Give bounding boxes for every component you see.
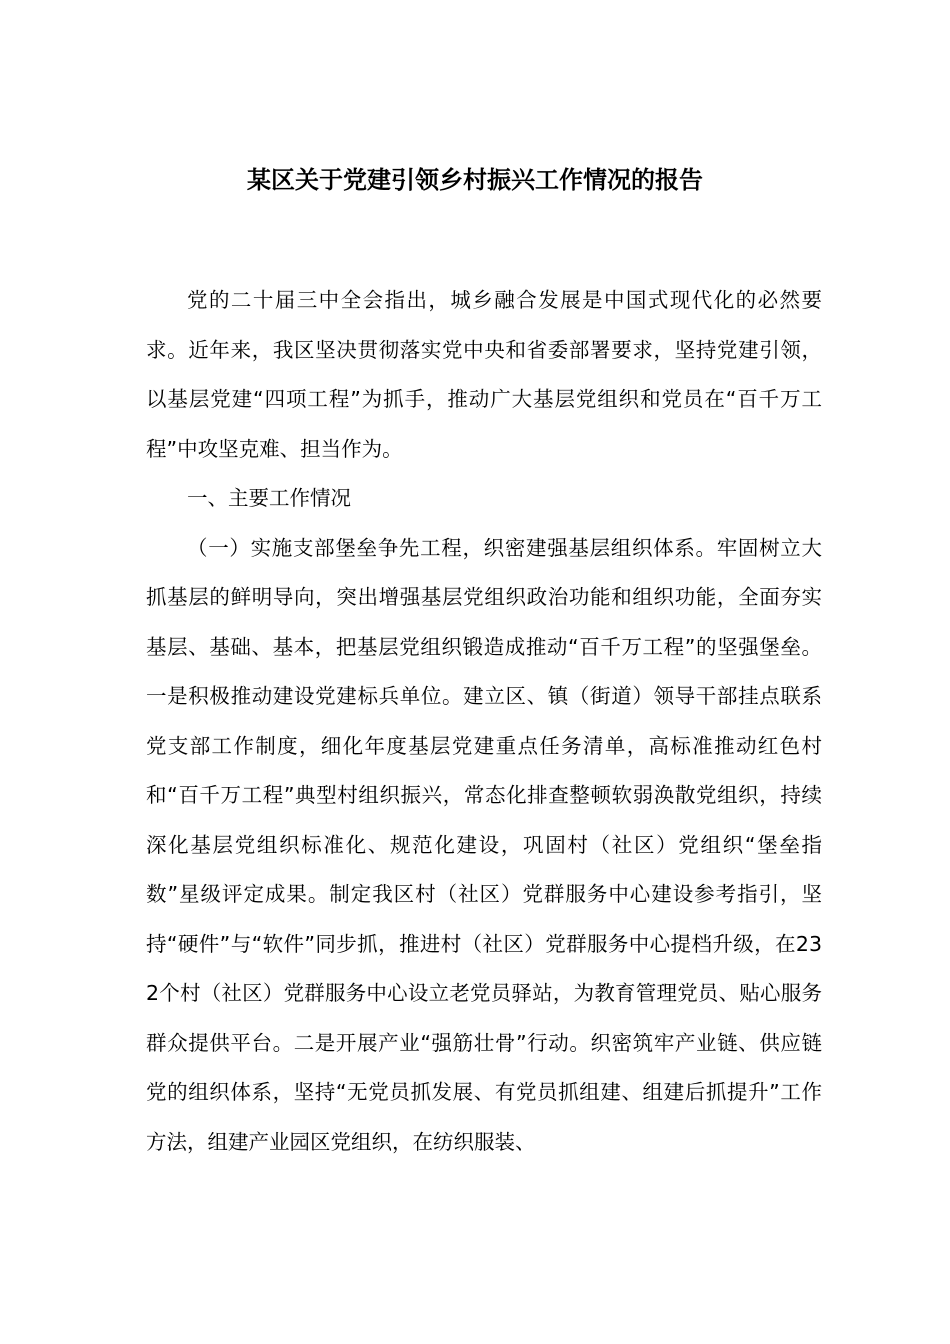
body-paragraph: （一）实施支部堡垒争先工程，织密建强基层组织体系。牢固树立大抓基层的鲜明导向，突出增强基层党组织政治功能和组织功能，全面夯实基层、基础、基本，把基层党组织锻造成推动“百千万工程”的坚强堡垒。一是积极推动建设党建标兵单位。建立区、镇（街道）领导干部挂点联系党支部工作制度，细化年度基层党建重点任务清单，高标准推动红色村和“百千万工程”典型村组织振兴，常态化排查整顿软弱涣散党组织，持续深化基层党组织标准化、规范化建设，巩固村（社区）党组织“堡垒指数”星级评定成果。制定我区村（社区）党群服务中心建设参考指引，坚持“硬件”与“软件”同步抓，推进村（社区）党群服务中心提档升级，在232个村（社区）党群服务中心设立老党员驿站，为教育管理党员、贴心服务群众提供平台。二是开展产业“强筋壮骨”行动。织密筑牢产业链、供应链党的组织体系，坚持“无党员抓发展、有党员抓组建、组建后抓提升”工作方法，组建产业园区党组织，在纺织服装、 — [146, 535, 822, 1154]
document-body — [146, 276, 822, 1167]
section-heading: 一、主要工作情况 — [187, 486, 351, 510]
document-title: 某区关于党建引领乡村振兴工作情况的报告 — [247, 165, 703, 194]
intro-paragraph: 党的二十届三中全会指出，城乡融合发展是中国式现代化的必然要求。近年来，我区坚决贯彻落实党中央和省委部署要求，坚持党建引领，以基层党建“四项工程”为抓手，推动广大基层党组织和党员在“百千万工程”中攻坚克难、担当作为。 — [146, 288, 822, 461]
